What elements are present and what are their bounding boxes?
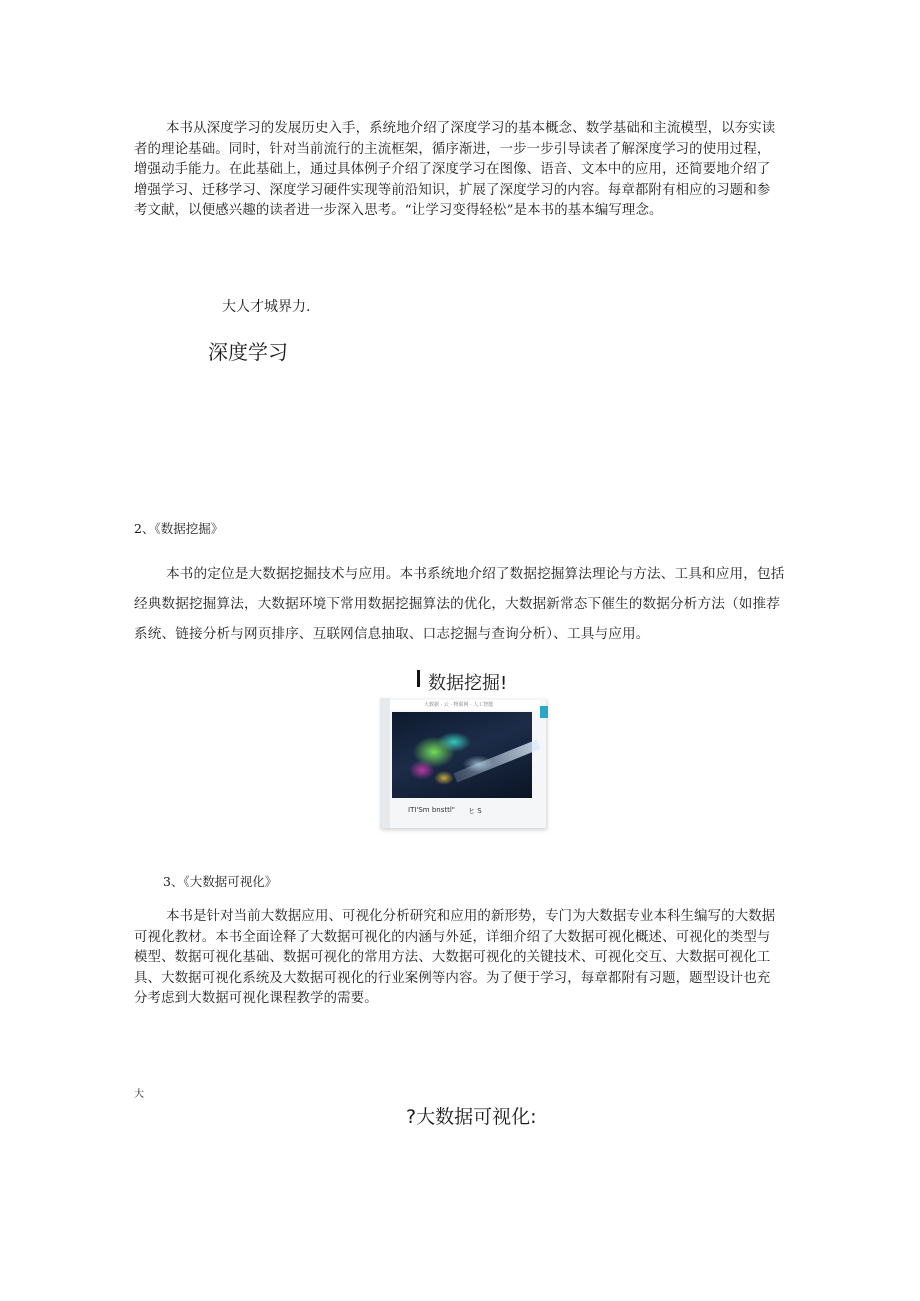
book-cover	[380, 698, 546, 828]
data-mining-cover-title: 数据挖掘!	[428, 673, 508, 694]
title-bar-mark	[417, 670, 420, 687]
book-spine	[380, 698, 390, 828]
big-data-visualization-heading: 3、《大数据可视化》	[163, 874, 278, 889]
paragraph-line: 本书的定位是大数据挖掘技术与应用。本书系统地介绍了数据挖掘算法理论与方法、工具和应用，包括	[166, 566, 785, 582]
paragraph-line: 本书是针对当前大数据应用、可视化分析研究和应用的新形势，专门为大数据专业本科生编写的大数据	[166, 909, 776, 924]
handwritten-note: 大人才城界力.	[222, 299, 311, 315]
data-mining-cover-image	[374, 668, 554, 833]
cover-top-band	[390, 700, 540, 710]
paragraph-line: 经典数据挖掘算法，大数据环境下常用数据挖掘算法的优化，大数据新常态下催生的数据分析方法（如推荐	[134, 596, 780, 612]
paragraph-line: 者的理论基础。同时，针对当前流行的主流框架，循序渐进，一步一步引导读者了解深度学习的使用过程，	[134, 141, 771, 157]
cover-series-text: 大数据 · 云 · 物联网 · 人工智能	[424, 702, 494, 708]
paragraph-line: 考文献，以便感兴趣的读者进一步深入思考。“让学习变得轻松”是本书的基本编写理念。	[134, 203, 663, 218]
paragraph-line: 本书从深度学习的发展历史入手，系统地介绍了深度学习的基本概念、数学基础和主流模型，以夯实读	[166, 121, 776, 136]
cover-mark-text: ヒ S	[468, 807, 482, 815]
paragraph-line: 可视化教材。本书全面诠释了大数据可视化的内涵与外延，详细介绍了大数据可视化概述、可视化的类型与	[134, 929, 771, 945]
paragraph-line: 增强学习、迁移学习、深度学习硬件实现等前沿知识，扩展了深度学习的内容。每章都附有相应的习题和参	[134, 182, 771, 198]
cover-accent-tab	[540, 706, 548, 718]
deep-learning-cover-title: 深度学习	[208, 340, 288, 364]
cover-artwork	[392, 712, 532, 798]
paragraph-line: 具、大数据可视化系统及大数据可视化的行业案例等内容。为了便于学习，每章都附有习题，题型设计也充	[134, 970, 771, 986]
paragraph-line: 增强动手能力。在此基础上，通过具体例子介绍了深度学习在图像、语音、文本中的应用，还简要地介绍了	[134, 162, 771, 177]
data-mining-heading: 2、《数据挖掘》	[134, 521, 224, 536]
paragraph-line: 系统、链接分析与网页排序、互联网信息抽取、口志挖掘与查询分析）、工具与应用。	[134, 626, 650, 642]
big-data-visualization-cover-title: ?大数据可视化:	[406, 1106, 537, 1128]
paragraph-line: 分考虑到大数据可视化课程教学的需要。	[134, 991, 378, 1006]
paragraph-line: 模型、数据可视化基础、数据可视化的常用方法、大数据可视化的关键技术、可视化交互、大数据可视化工	[134, 950, 771, 965]
cover-light-beam	[453, 740, 540, 783]
deep-learning-description	[134, 119, 775, 222]
cover-publisher-text: ITI'Sm bnsttl"	[408, 806, 455, 814]
stray-character: 大	[134, 1089, 144, 1100]
data-mining-description	[134, 559, 784, 649]
big-data-visualization-description	[134, 907, 775, 1010]
